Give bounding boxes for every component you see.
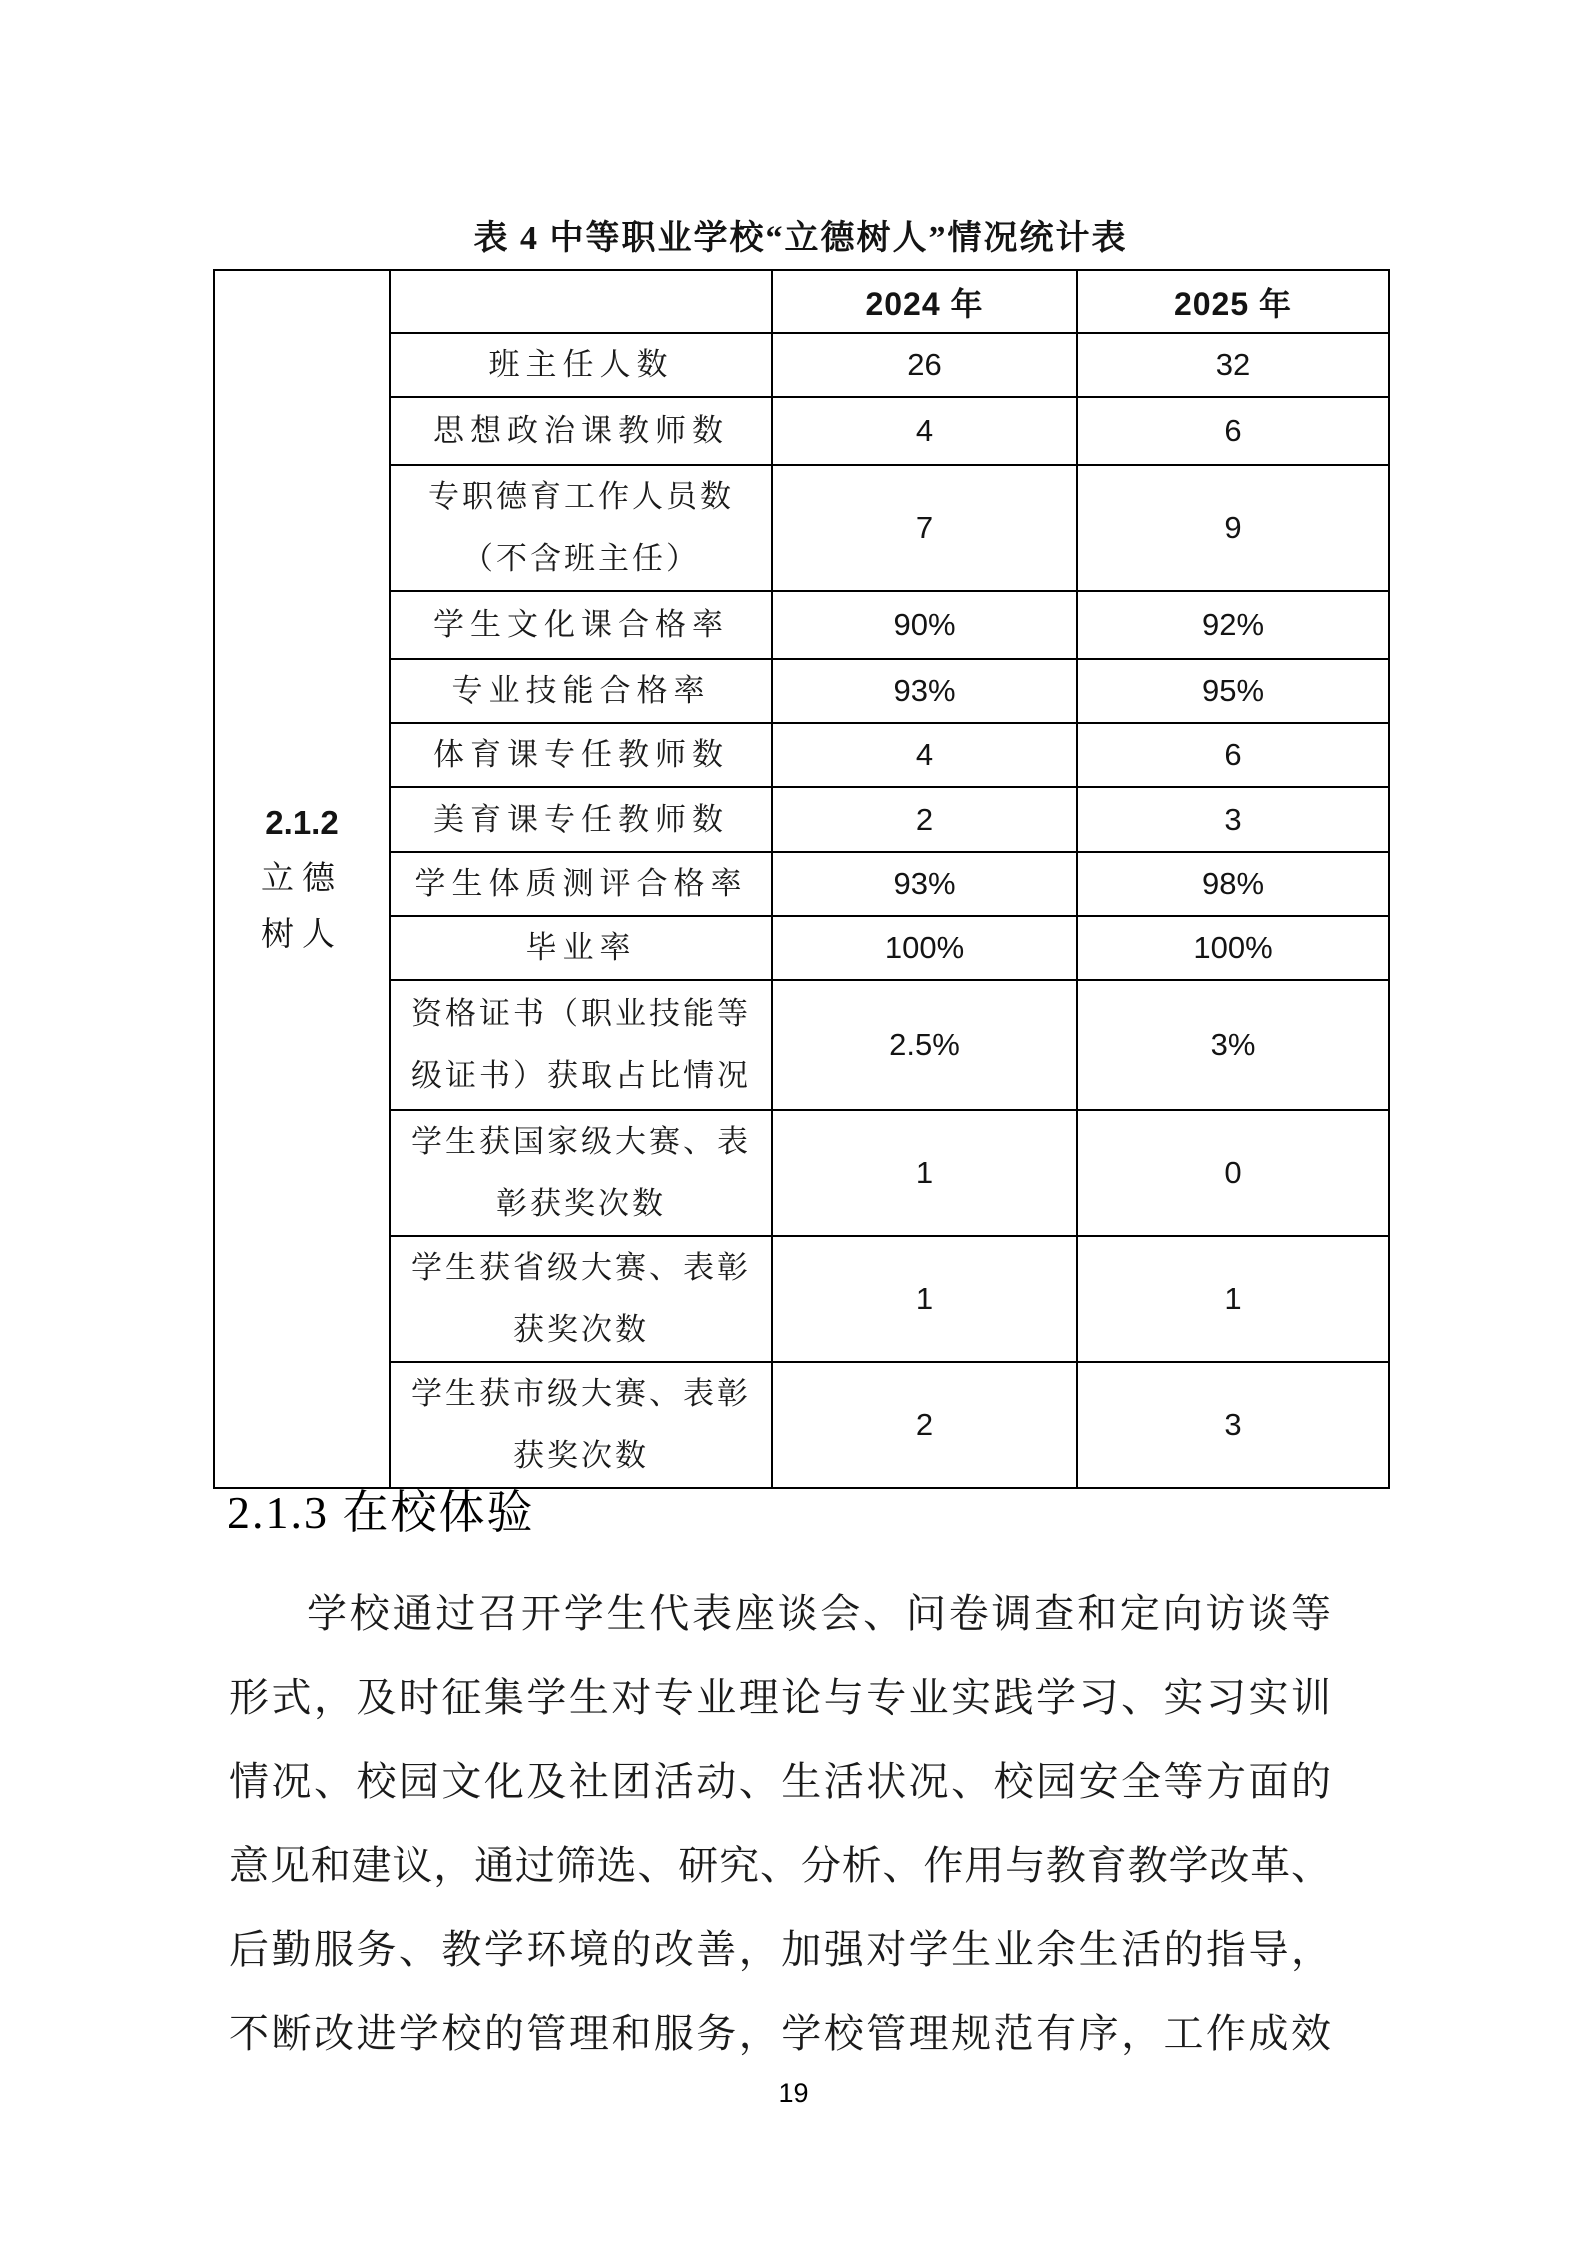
table-row bbox=[214, 659, 1389, 723]
body-paragraph bbox=[229, 1572, 1331, 2076]
paragraph-line: 情况、校园文化及社团活动、生活状况、校园安全等方面的 bbox=[229, 1759, 1331, 1804]
value-2024-cell: 93% bbox=[772, 659, 1077, 723]
table-row bbox=[214, 333, 1389, 397]
value-2025-cell: 9 bbox=[1077, 465, 1389, 591]
metric-label-cell: 学生获市级大赛、表彰获奖次数 bbox=[390, 1362, 772, 1488]
value-2024-cell: 93% bbox=[772, 852, 1077, 916]
metric-label-cell: 专业技能合格率 bbox=[390, 659, 772, 723]
row-group-code: 2.1.2 bbox=[265, 804, 339, 841]
value-2024-cell: 4 bbox=[772, 723, 1077, 787]
table-row bbox=[214, 852, 1389, 916]
table-row bbox=[214, 1110, 1389, 1236]
value-2024-cell: 7 bbox=[772, 465, 1077, 591]
value-2024-cell: 2.5% bbox=[772, 980, 1077, 1110]
table-row bbox=[214, 1236, 1389, 1362]
row-group-name-line2: 树人 bbox=[261, 917, 343, 953]
value-2025-cell: 6 bbox=[1077, 397, 1389, 465]
value-2025-cell: 32 bbox=[1077, 333, 1389, 397]
table-row bbox=[214, 1362, 1389, 1488]
row-group-name-line1: 立德 bbox=[261, 861, 343, 897]
paragraph-line: 不断改进学校的管理和服务，学校管理规范有序，工作成效 bbox=[229, 2011, 1331, 2056]
table-row bbox=[214, 916, 1389, 980]
table-header-row bbox=[214, 270, 1389, 333]
value-2024-cell: 1 bbox=[772, 1110, 1077, 1236]
table-row bbox=[214, 980, 1389, 1110]
value-2025-cell: 6 bbox=[1077, 723, 1389, 787]
paragraph-line: 后勤服务、教学环境的改善，加强对学生业余生活的指导， bbox=[229, 1927, 1331, 1972]
value-2025-cell: 3 bbox=[1077, 1362, 1389, 1488]
paragraph-line: 意见和建议，通过筛选、研究、分析、作用与教育教学改革、 bbox=[229, 1843, 1331, 1888]
value-2024-cell: 4 bbox=[772, 397, 1077, 465]
paragraph-line: 学校通过召开学生代表座谈会、问卷调查和定向访谈等 bbox=[307, 1591, 1331, 1636]
table-title: 表 4 中等职业学校“立德树人”情况统计表 bbox=[473, 220, 1128, 257]
metric-label-cell: 思想政治课教师数 bbox=[390, 397, 772, 465]
value-2025-cell: 98% bbox=[1077, 852, 1389, 916]
value-2025-cell: 95% bbox=[1077, 659, 1389, 723]
metric-label-cell: 学生文化课合格率 bbox=[390, 591, 772, 659]
lide-shuren-stats-table bbox=[213, 269, 1390, 1489]
value-2024-cell: 2 bbox=[772, 787, 1077, 852]
page-number: 19 bbox=[778, 2078, 809, 2108]
section-heading: 2.1.3 在校体验 bbox=[227, 1487, 535, 1538]
metric-label-cell: 美育课专任教师数 bbox=[390, 787, 772, 852]
metric-label-cell: 学生体质测评合格率 bbox=[390, 852, 772, 916]
value-2025-cell: 92% bbox=[1077, 591, 1389, 659]
header-metric-blank-cell bbox=[390, 270, 772, 333]
paragraph-line: 形式，及时征集学生对专业理论与专业实践学习、实习实训 bbox=[229, 1675, 1331, 1720]
value-2025-cell: 3 bbox=[1077, 787, 1389, 852]
table-row bbox=[214, 787, 1389, 852]
metric-label-cell: 学生获省级大赛、表彰获奖次数 bbox=[390, 1236, 772, 1362]
metric-label-cell: 专职德育工作人员数（不含班主任） bbox=[390, 465, 772, 591]
row-group-cell bbox=[214, 270, 390, 1488]
header-year-2025: 2025 年 bbox=[1077, 270, 1389, 333]
metric-label-cell: 学生获国家级大赛、表彰获奖次数 bbox=[390, 1110, 772, 1236]
metric-label-cell: 班主任人数 bbox=[390, 333, 772, 397]
value-2024-cell: 90% bbox=[772, 591, 1077, 659]
table-row bbox=[214, 591, 1389, 659]
value-2024-cell: 100% bbox=[772, 916, 1077, 980]
value-2024-cell: 26 bbox=[772, 333, 1077, 397]
value-2025-cell: 1 bbox=[1077, 1236, 1389, 1362]
metric-label-cell: 毕业率 bbox=[390, 916, 772, 980]
value-2025-cell: 3% bbox=[1077, 980, 1389, 1110]
header-year-2024: 2024 年 bbox=[772, 270, 1077, 333]
value-2024-cell: 1 bbox=[772, 1236, 1077, 1362]
value-2025-cell: 0 bbox=[1077, 1110, 1389, 1236]
table-row bbox=[214, 465, 1389, 591]
metric-label-cell: 资格证书（职业技能等级证书）获取占比情况 bbox=[390, 980, 772, 1110]
table-row bbox=[214, 397, 1389, 465]
metric-label-cell: 体育课专任教师数 bbox=[390, 723, 772, 787]
value-2024-cell: 2 bbox=[772, 1362, 1077, 1488]
table-row bbox=[214, 723, 1389, 787]
value-2025-cell: 100% bbox=[1077, 916, 1389, 980]
